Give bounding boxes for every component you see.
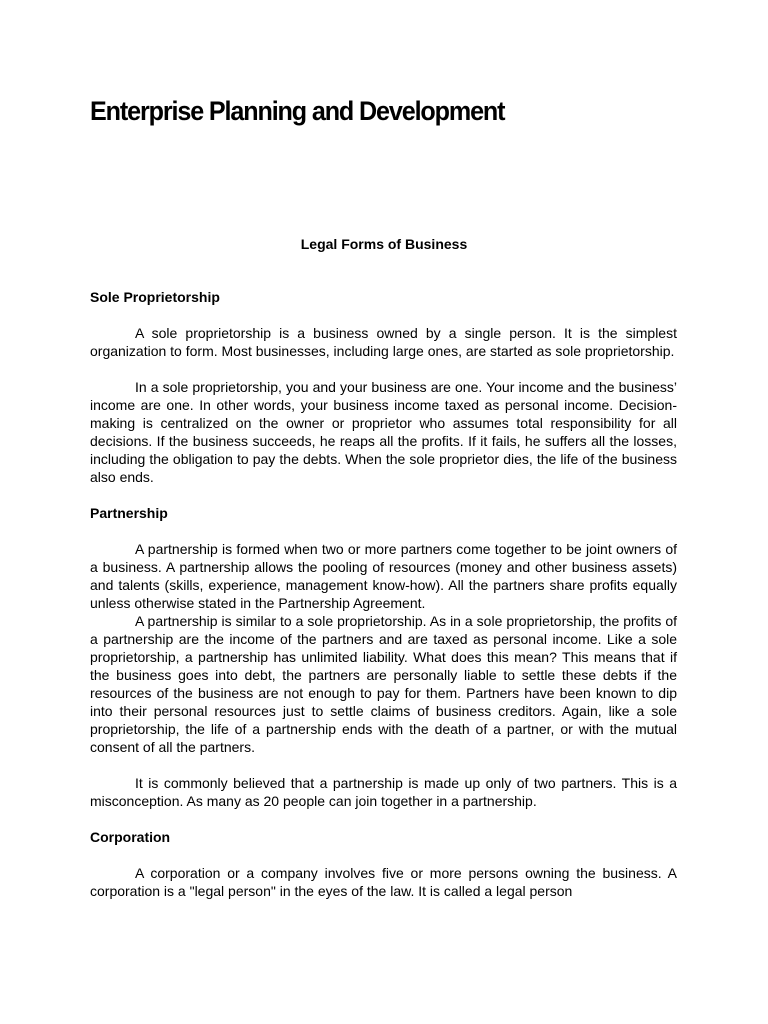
- paragraph: It is commonly believed that a partnership is made up only of two partners. This is a misconception. As many as 20 people can join together in a partnership.: [90, 775, 677, 809]
- paragraph: A corporation or a company involves five or more persons owning the business. A corporation is a "legal person" in the eyes of the law. It is called a legal person: [90, 865, 677, 899]
- document-body: [90, 288, 677, 900]
- document-title: Enterprise Planning and Development: [90, 96, 505, 126]
- paragraph: A partnership is formed when two or more partners come together to be joint owners of a business. A partnership allows the pooling of resources (money and other business assets) and talents (skills, experience, management know-how). All the partners share profits equally unless otherwise stated in the Partnership Agreement.: [90, 541, 677, 611]
- heading-partnership: Partnership: [90, 505, 168, 521]
- heading-corporation: Corporation: [90, 829, 171, 845]
- section-title: Legal Forms of Business: [300, 236, 468, 252]
- heading-sole-proprietorship: Sole Proprietorship: [90, 289, 220, 305]
- paragraph: A sole proprietorship is a business owned by a single person. It is the simplest organization to form. Most businesses, including large ones, are started as sole proprietorship.: [90, 325, 677, 359]
- paragraph: A partnership is similar to a sole proprietorship. As in a sole proprietorship, the profits of a partnership are the income of the partners and are taxed as personal income. Like a sole proprietorship, a partnership has unlimited liability. What does this mean? This means that if the business goes into debt, the partners are personally liable to settle these debts if the resources of the business are not enough to pay for them. Partners have been known to dip into their personal resources just to settle claims of business creditors. Again, like a sole proprietorship, the life of a partnership ends with the death of a partner, or with the mutual consent of all the partners.: [90, 613, 677, 755]
- paragraph: In a sole proprietorship, you and your business are one. Your income and the business’ income are one. In other words, your business income taxed as personal income. Decision-making is centralized on the owner or proprietor who assumes total responsibility for all decisions. If the business succeeds, he reaps all the profits. If it fails, he suffers all the losses, including the obligation to pay the debts. When the sole proprietor dies, the life of the business also ends.: [90, 379, 677, 485]
